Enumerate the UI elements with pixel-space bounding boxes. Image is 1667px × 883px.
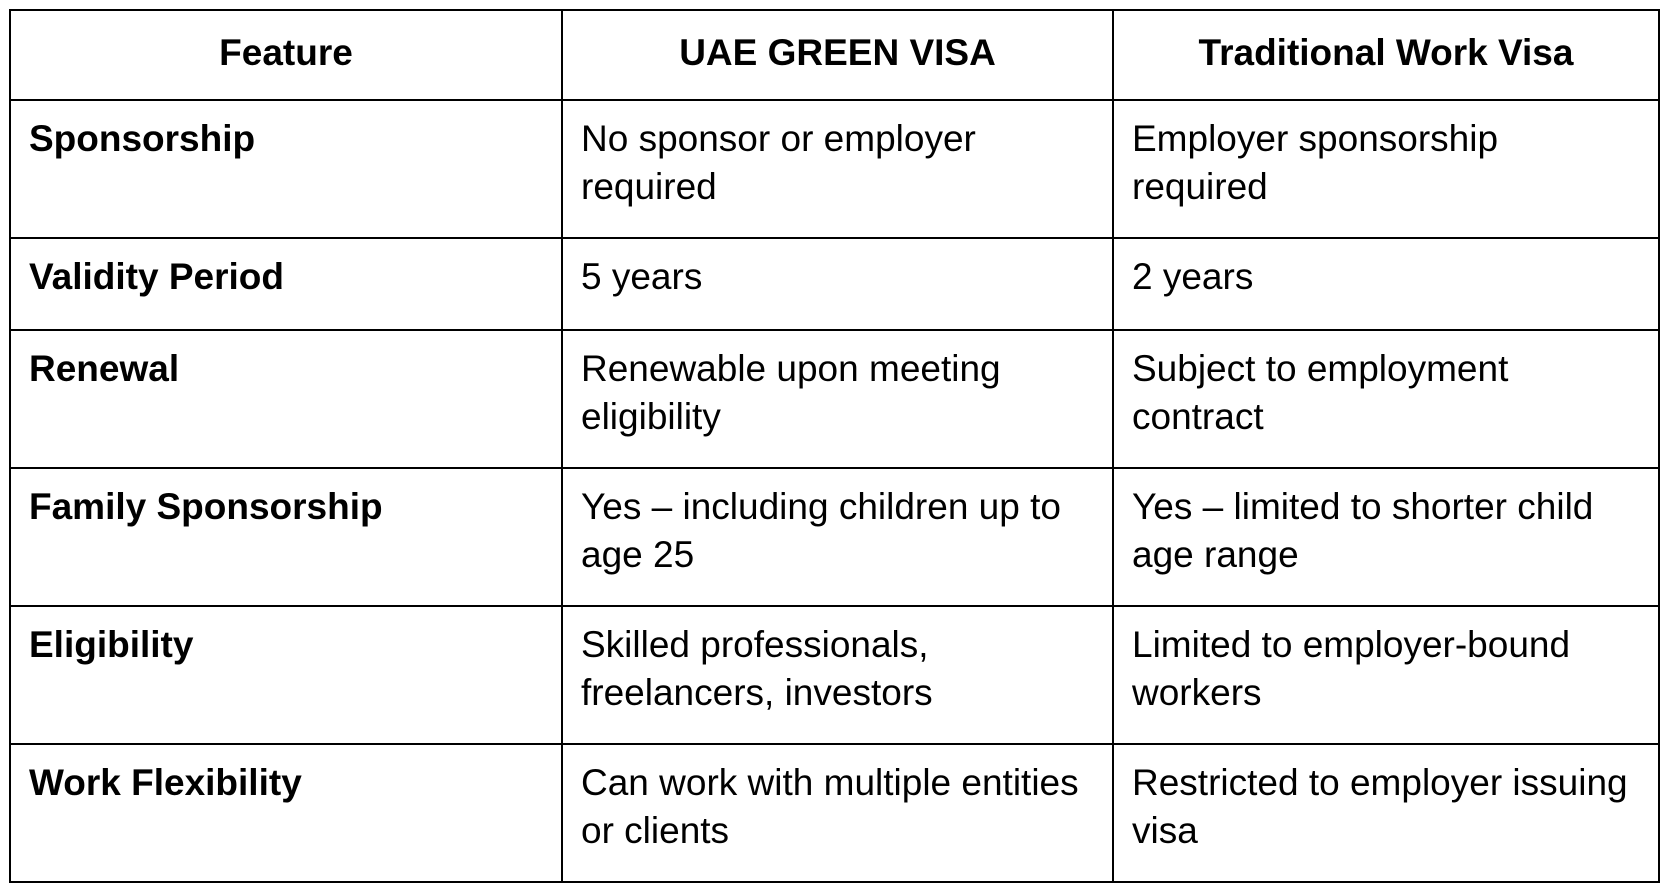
feature-cell: Work Flexibility: [10, 744, 562, 882]
table-row: [10, 468, 1659, 606]
traditional-visa-cell: Limited to employer-bound workers: [1113, 606, 1659, 744]
visa-comparison-table: [9, 9, 1660, 883]
traditional-visa-cell: Subject to employment contract: [1113, 330, 1659, 468]
traditional-visa-cell: Restricted to employer issuing visa: [1113, 744, 1659, 882]
traditional-visa-cell: Employer sponsorship required: [1113, 100, 1659, 238]
feature-cell: Renewal: [10, 330, 562, 468]
header-traditional-work-visa: Traditional Work Visa: [1113, 10, 1659, 100]
header-uae-green-visa: UAE GREEN VISA: [562, 10, 1113, 100]
green-visa-cell: Yes – including children up to age 25: [562, 468, 1113, 606]
table-row: [10, 606, 1659, 744]
table-row: [10, 238, 1659, 330]
traditional-visa-cell: 2 years: [1113, 238, 1659, 330]
green-visa-cell: 5 years: [562, 238, 1113, 330]
feature-cell: Eligibility: [10, 606, 562, 744]
green-visa-cell: Can work with multiple entities or clients: [562, 744, 1113, 882]
green-visa-cell: Skilled professionals, freelancers, investors: [562, 606, 1113, 744]
feature-cell: Sponsorship: [10, 100, 562, 238]
header-feature: Feature: [10, 10, 562, 100]
green-visa-cell: No sponsor or employer required: [562, 100, 1113, 238]
green-visa-cell: Renewable upon meeting eligibility: [562, 330, 1113, 468]
table-row: [10, 100, 1659, 238]
table-header-row: [10, 10, 1659, 100]
feature-cell: Family Sponsorship: [10, 468, 562, 606]
traditional-visa-cell: Yes – limited to shorter child age range: [1113, 468, 1659, 606]
comparison-table-container: [9, 9, 1658, 865]
table-row: [10, 330, 1659, 468]
table-row: [10, 744, 1659, 882]
feature-cell: Validity Period: [10, 238, 562, 330]
